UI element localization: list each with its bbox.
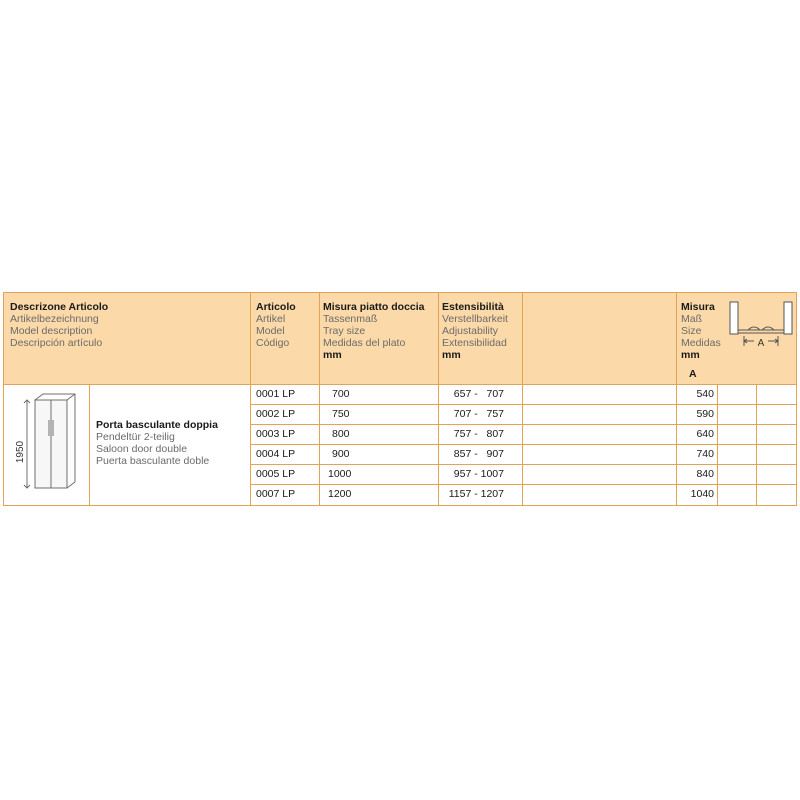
row-adjust: 757 - 807 — [453, 428, 504, 440]
header-description-en: Model description — [10, 325, 93, 337]
row-size-a: 1040 — [690, 488, 714, 500]
header-tray-es: Medidas del plato — [323, 337, 406, 349]
row-code: 0001 LP — [256, 388, 296, 400]
row-adjust: 957 - 1007 — [453, 468, 504, 480]
header-tray-en: Tray size — [323, 325, 366, 337]
product-drawing — [13, 392, 83, 498]
header-size-es: Medidas — [681, 337, 721, 349]
header-description-es: Descripción artículo — [10, 337, 103, 349]
row-tray: 700 — [332, 388, 350, 400]
row-size-a: 840 — [696, 468, 714, 480]
header-size-unit: mm — [681, 349, 700, 361]
header-description-it: Descrizone Articolo — [10, 301, 109, 313]
header-size-it: Misura — [681, 301, 715, 313]
row-adjust: 707 - 757 — [453, 408, 504, 420]
row-tray: 750 — [332, 408, 350, 420]
row-tray: 900 — [332, 448, 350, 460]
row-size-a: 590 — [696, 408, 714, 420]
row-tray: 1000 — [328, 468, 352, 480]
product-description — [96, 419, 218, 467]
header-tray-it: Misura piatto doccia — [323, 301, 425, 313]
header-article-de: Artikel — [256, 313, 286, 325]
row-code: 0002 LP — [256, 408, 296, 420]
header-size-col-a: A — [689, 368, 697, 380]
product-name-en: Saloon door double — [96, 443, 188, 455]
header-size-de: Maß — [681, 313, 702, 325]
row-code: 0004 LP — [256, 448, 296, 460]
row-size-a: 540 — [696, 388, 714, 400]
header-article-en: Model — [256, 325, 285, 337]
row-tray: 800 — [332, 428, 350, 440]
header-size-en: Size — [681, 325, 702, 337]
product-name-de: Pendeltür 2-teilig — [96, 431, 175, 443]
header-description-de: Artikelbezeichnung — [10, 313, 99, 325]
product-name-es: Puerta basculante doble — [96, 455, 210, 467]
row-adjust: 857 - 907 — [453, 448, 504, 460]
header-adjust-es: Extensibilidad — [442, 337, 507, 349]
header-article-it: Articolo — [256, 301, 296, 313]
product-table — [3, 292, 797, 506]
row-code: 0005 LP — [256, 468, 296, 480]
product-height-label: 1950 — [15, 440, 26, 464]
header-tray-de: Tassenmaß — [323, 313, 378, 325]
header-tray-unit: mm — [323, 349, 342, 361]
diagram-label-a: A — [757, 338, 765, 349]
row-size-a: 740 — [696, 448, 714, 460]
header-adjust-de: Verstellbarkeit — [442, 313, 508, 325]
product-name-it: Porta basculante doppia — [96, 419, 218, 431]
row-code: 0007 LP — [256, 488, 296, 500]
row-tray: 1200 — [328, 488, 352, 500]
row-code: 0003 LP — [256, 428, 296, 440]
row-size-a: 640 — [696, 428, 714, 440]
header-adjust-en: Adjustability — [442, 325, 499, 337]
header-adjust-unit: mm — [442, 349, 461, 361]
header-adjust-it: Estensibilità — [442, 301, 504, 313]
header-article-es: Código — [256, 337, 290, 349]
row-adjust: 657 - 707 — [453, 388, 504, 400]
row-adjust: 1157 - 1207 — [448, 488, 504, 500]
